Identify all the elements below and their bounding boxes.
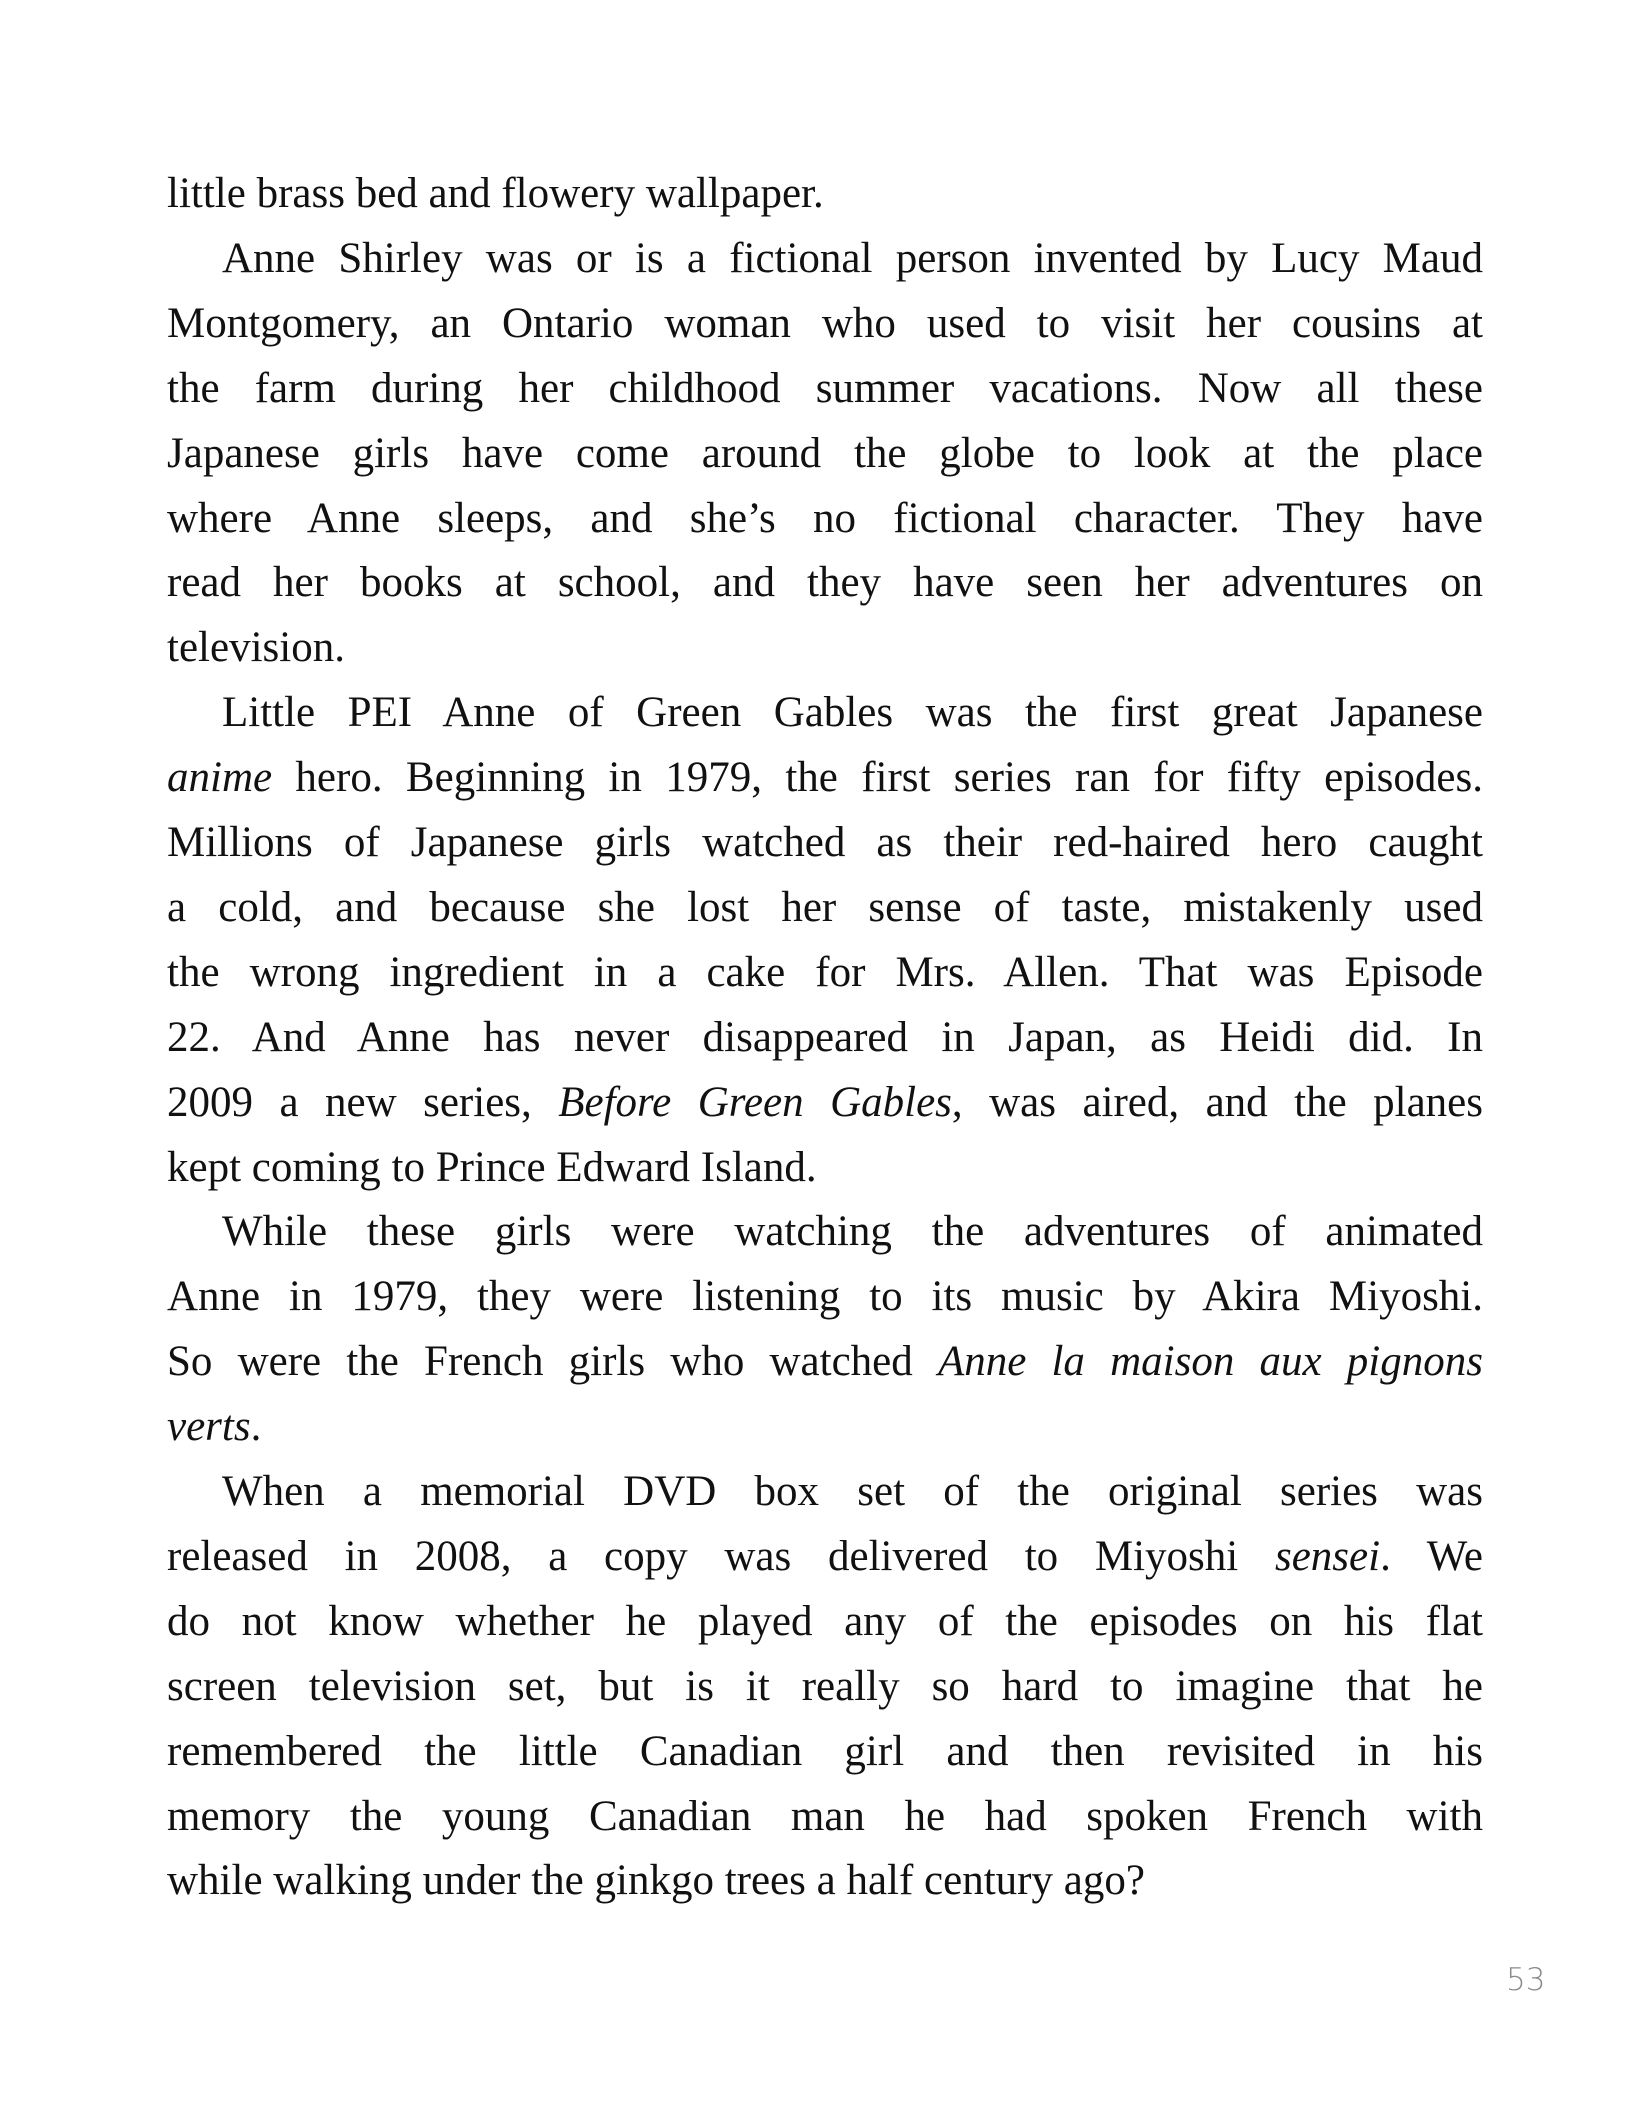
text-run: kept coming to Prince Edward Island. xyxy=(167,1143,817,1191)
text-line xyxy=(167,553,1483,613)
text-run: read her books at school, and they have seen her adventures on xyxy=(167,559,1483,607)
text-run: the farm during her childhood summer vacations. Now all these xyxy=(167,364,1483,412)
text-run: When a memorial DVD box set of the original series was xyxy=(222,1468,1483,1515)
text-line xyxy=(167,1851,1145,1911)
text-run: while walking under the ginkgo trees a half century ago? xyxy=(167,1857,1145,1905)
text-line xyxy=(167,1008,1483,1068)
text-run: Japanese girls have come around the globe to look at the place xyxy=(167,429,1483,477)
text-line xyxy=(167,359,1483,419)
text-run: 2009 a new series, xyxy=(167,1078,559,1126)
text-run: Montgomery, an Ontario woman who used to visit her cousins at xyxy=(167,299,1483,347)
text-run: little brass bed and flowery wallpaper. xyxy=(167,170,824,217)
text-line xyxy=(167,1787,1483,1847)
text-line xyxy=(167,1722,1483,1782)
text-line xyxy=(222,683,1483,743)
text-run: Anne in 1979, they were listening to its music by Akira Miyoshi. xyxy=(167,1273,1483,1321)
text-line xyxy=(167,1138,817,1198)
text-run: the wrong ingredient in a cake for Mrs. Allen. That was Episode xyxy=(167,948,1483,996)
page-number: 53 xyxy=(1506,1962,1546,1998)
italic-text: Before Green Gables xyxy=(558,1078,952,1126)
text-line xyxy=(167,1332,1483,1392)
text-run: 22. And Anne has never disappeared in Japan, as Heidi did. In xyxy=(167,1013,1483,1061)
text-line xyxy=(222,1202,1483,1262)
text-line xyxy=(167,489,1483,549)
text-run: memory the young Canadian man he had spoken French with xyxy=(167,1792,1483,1840)
text-line xyxy=(167,748,1483,808)
italic-text: sensei xyxy=(1274,1532,1381,1580)
text-line xyxy=(167,813,1483,873)
text-run: where Anne sleeps, and she’s no fictional character. They have xyxy=(167,494,1483,542)
text-run: hero. Beginning in 1979, the first series ran for fifty episodes. xyxy=(272,754,1483,802)
text-line xyxy=(167,1527,1483,1587)
text-line xyxy=(167,294,1483,354)
text-run: screen television set, but is it really so hard to imagine that he xyxy=(167,1662,1483,1710)
italic-text: Anne la maison aux pignons xyxy=(937,1338,1483,1386)
text-line xyxy=(167,1397,261,1457)
text-line xyxy=(167,878,1483,938)
text-line xyxy=(167,943,1483,1003)
text-line xyxy=(167,1267,1483,1327)
text-run: television. xyxy=(167,624,345,672)
italic-text: verts xyxy=(167,1403,251,1451)
text-run: , was aired, and the planes xyxy=(951,1078,1483,1126)
italic-text: anime xyxy=(167,754,273,802)
text-run: So were the French girls who watched xyxy=(167,1338,938,1386)
text-line xyxy=(167,618,345,678)
text-line xyxy=(167,424,1483,484)
text-line xyxy=(167,1592,1483,1652)
text-run: released in 2008, a copy was delivered to Miyoshi xyxy=(167,1532,1275,1580)
text-run: . We xyxy=(1380,1532,1483,1580)
text-line xyxy=(222,1462,1483,1522)
body-text xyxy=(167,0,1483,2104)
text-line xyxy=(167,1657,1483,1717)
text-line xyxy=(167,1073,1483,1133)
text-run: Anne Shirley was or is a fictional person invented by Lucy Maud xyxy=(222,234,1483,282)
text-run: Millions of Japanese girls watched as their red-haired hero caught xyxy=(167,819,1483,866)
text-line xyxy=(222,229,1483,289)
text-run: . xyxy=(250,1403,262,1451)
text-run: remembered the little Canadian girl and then revisited in his xyxy=(167,1727,1483,1775)
text-run: a cold, and because she lost her sense of taste, mistakenly used xyxy=(167,883,1483,931)
text-run: Little PEI Anne of Green Gables was the first great Japanese xyxy=(222,689,1483,737)
text-run: do not know whether he played any of the episodes on his flat xyxy=(167,1597,1483,1645)
text-run: While these girls were watching the adventures of animated xyxy=(222,1208,1483,1256)
text-line xyxy=(167,164,824,224)
